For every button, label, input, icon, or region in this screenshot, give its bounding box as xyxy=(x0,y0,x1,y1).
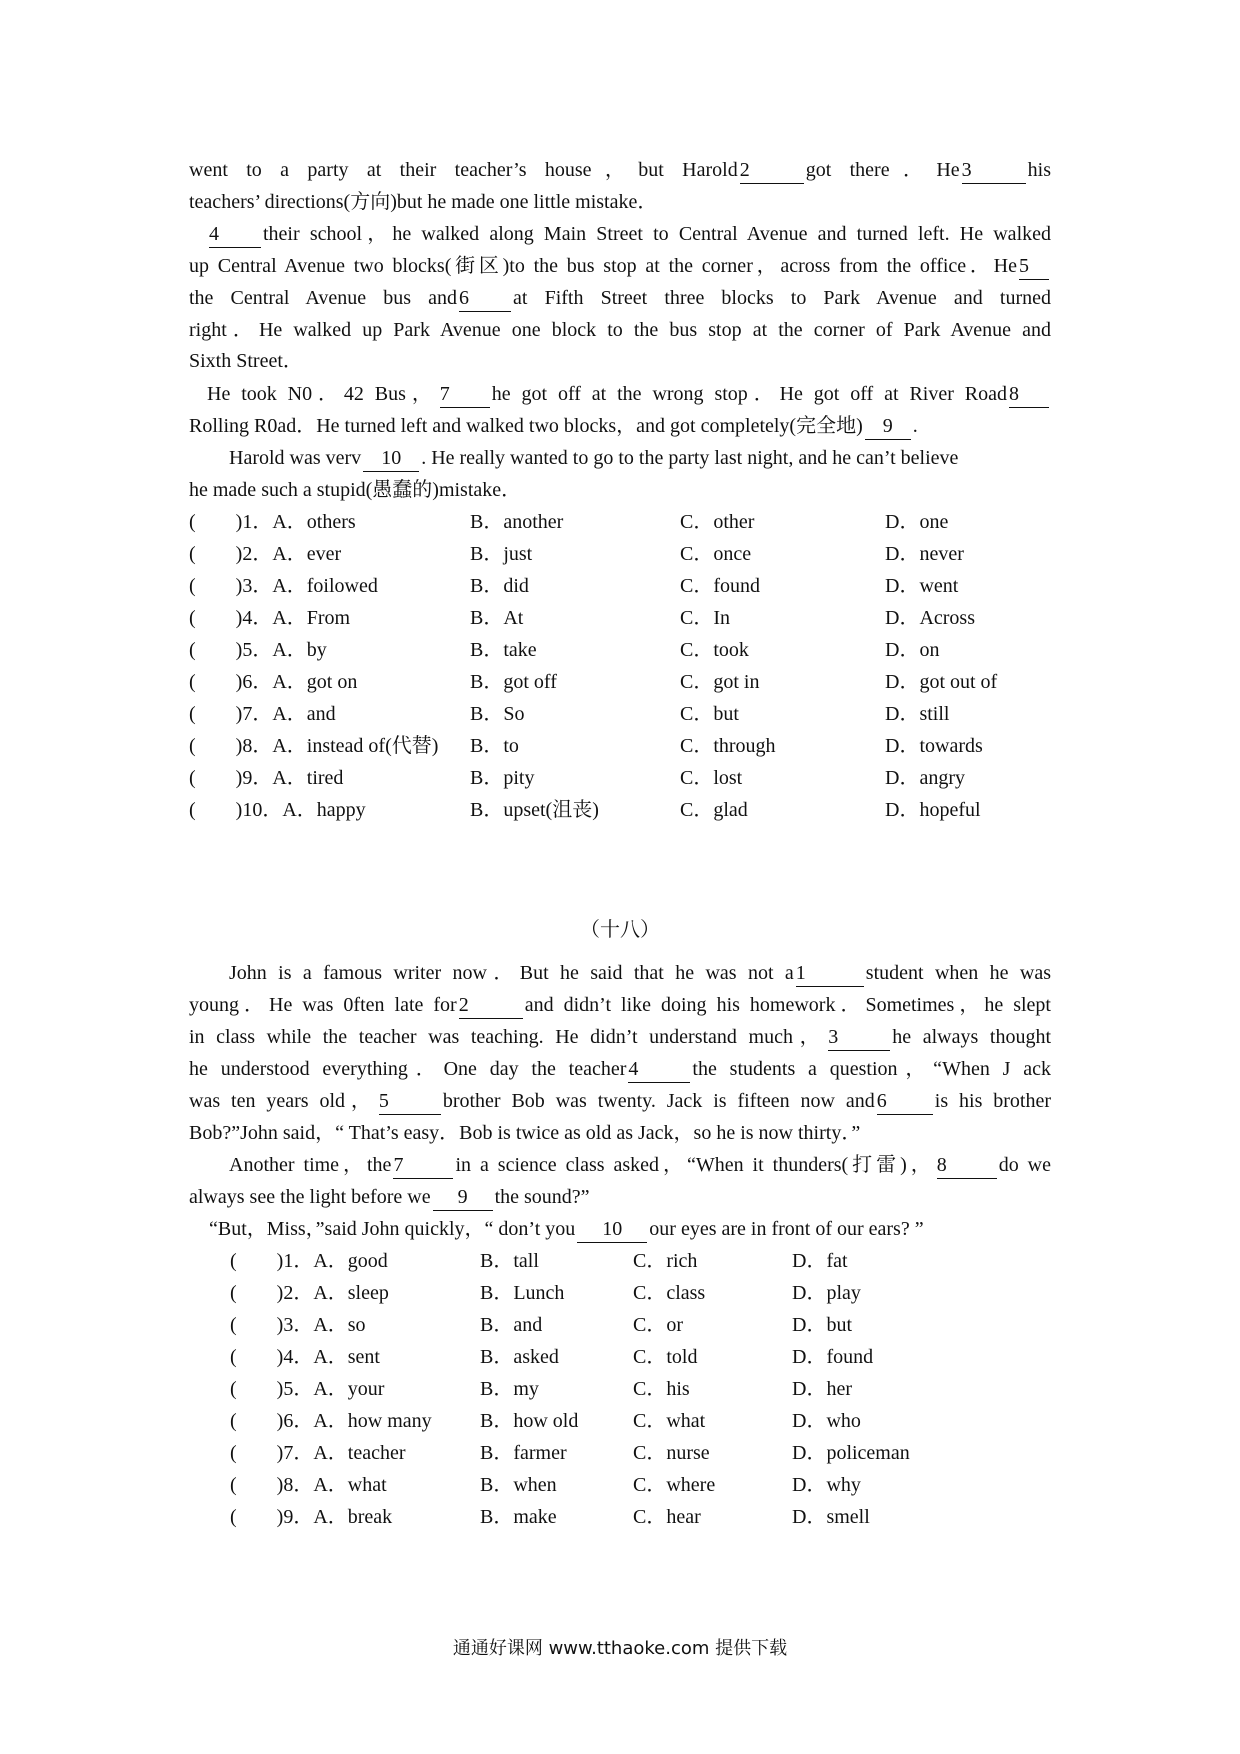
option-b: B．make xyxy=(480,1506,557,1528)
option-c: C．nurse xyxy=(633,1442,710,1464)
blank-5: 5 xyxy=(1019,253,1049,280)
option-d: D．got out of xyxy=(885,671,998,693)
option-d: D．her xyxy=(792,1378,852,1400)
passage-line xyxy=(189,955,1051,991)
option-d: D．on xyxy=(885,639,940,661)
text-run: was ten years old， xyxy=(189,1090,377,1112)
footer-text: 通通好课网 www.tthaoke.com 提供下载 xyxy=(452,1638,788,1659)
text-run: is his brother xyxy=(934,1090,1052,1112)
option-d: D．still xyxy=(885,703,950,725)
blank-10: 10 xyxy=(363,445,419,472)
option-d: D．but xyxy=(792,1314,852,1336)
option-b: B．At xyxy=(470,607,524,629)
option-row xyxy=(0,1275,1240,1311)
option-c: C．told xyxy=(633,1346,698,1368)
blank-9: 9 xyxy=(433,1184,493,1211)
text-run: in class while the teacher was teaching. He didn’t understand much， xyxy=(189,1026,827,1048)
blank-3: 3 xyxy=(828,1024,890,1051)
passage-line: right．He walked up Park Avenue one block to the bus stop at the corner of Park Avenue and xyxy=(189,319,1051,341)
option-a: ( )1．A．others xyxy=(189,511,356,533)
option-a: ( )8．A．instead of(代替) xyxy=(189,735,439,757)
option-b: B．upset(沮丧) xyxy=(470,799,599,821)
option-row xyxy=(0,1307,1240,1343)
option-a: ( )2．A．sleep xyxy=(230,1282,389,1304)
option-c: C．found xyxy=(680,575,760,597)
passage-line: Sixth Street． xyxy=(189,350,303,372)
option-c: C．through xyxy=(680,735,776,757)
option-b: B．just xyxy=(470,543,533,565)
text-run: brother Bob was twenty. Jack is fifteen now and xyxy=(442,1090,875,1112)
passage-line xyxy=(189,376,1051,412)
passage-line xyxy=(189,440,1051,476)
blank-3: 3 xyxy=(962,157,1026,184)
option-row xyxy=(0,728,1240,764)
option-b: B．how old xyxy=(480,1410,579,1432)
passage-line xyxy=(189,216,1051,252)
text-run: the Central Avenue bus and xyxy=(189,287,458,309)
option-d: D．who xyxy=(792,1410,861,1432)
option-row xyxy=(0,792,1240,828)
option-b: B．and xyxy=(480,1314,543,1336)
text-run: their school，he walked along Main Street to Central Avenue and turned left. He walked xyxy=(263,223,1051,245)
option-b: B．asked xyxy=(480,1346,559,1368)
blank-4: 4 xyxy=(209,221,261,248)
text-run: Rolling R0ad．He turned left and walked two blocks，and got completely(完全地) xyxy=(189,415,863,437)
option-d: D．one xyxy=(885,511,949,533)
option-d: D．Across xyxy=(885,607,975,629)
blank-8: 8 xyxy=(1009,381,1049,408)
text-run: he always thought xyxy=(892,1026,1052,1048)
option-c: C．got in xyxy=(680,671,760,693)
option-d: D．towards xyxy=(885,735,983,757)
option-b: B．to xyxy=(470,735,519,757)
option-b: B．got off xyxy=(470,671,557,693)
option-d: D．smell xyxy=(792,1506,870,1528)
option-a: ( )6．A．got on xyxy=(189,671,358,693)
passage-line xyxy=(189,1179,1051,1215)
option-c: C．his xyxy=(633,1378,690,1400)
text-run: our eyes are in front of our ears? ” xyxy=(649,1218,924,1240)
passage-line xyxy=(189,1083,1051,1119)
text-run: the sound?” xyxy=(494,1186,590,1208)
option-b: B．farmer xyxy=(480,1442,567,1464)
blank-10: 10 xyxy=(577,1216,647,1243)
option-a: ( )6．A．how many xyxy=(230,1410,432,1432)
passage-line xyxy=(189,280,1051,316)
blank-7: 7 xyxy=(440,381,490,408)
option-a: ( )3．A．foilowed xyxy=(189,575,378,597)
option-c: C．glad xyxy=(680,799,748,821)
option-d: D．never xyxy=(885,543,964,565)
passage-line xyxy=(189,1147,1051,1183)
option-c: C．but xyxy=(680,703,739,725)
text-run: the students a question，“When J ack xyxy=(692,1058,1052,1080)
option-b: B．did xyxy=(470,575,529,597)
option-row xyxy=(0,600,1240,636)
option-d: D．policeman xyxy=(792,1442,910,1464)
option-row xyxy=(0,1339,1240,1375)
blank-7: 7 xyxy=(393,1152,453,1179)
passage-line xyxy=(189,1051,1051,1087)
option-a: ( )4．A．sent xyxy=(230,1346,380,1368)
option-d: D．angry xyxy=(885,767,965,789)
option-b: B．tall xyxy=(480,1250,539,1272)
option-d: D．why xyxy=(792,1474,861,1496)
option-row xyxy=(0,536,1240,572)
option-row xyxy=(0,1467,1240,1503)
option-b: B．pity xyxy=(470,767,535,789)
option-c: C．In xyxy=(680,607,730,629)
text-run: in a science class asked，“When it thunders(打雷)， xyxy=(455,1154,935,1176)
option-a: ( )3．A．so xyxy=(230,1314,366,1336)
option-a: ( )2．A．ever xyxy=(189,543,342,565)
option-d: D．found xyxy=(792,1346,874,1368)
option-b: B．when xyxy=(480,1474,557,1496)
option-d: D．fat xyxy=(792,1250,848,1272)
text-run: . He really wanted to go to the party last night, and he can’t believe xyxy=(421,447,959,469)
option-d: D．hopeful xyxy=(885,799,981,821)
text-run: got there．He xyxy=(805,159,960,181)
text-run: John is a famous writer now．But he said that he was not a xyxy=(229,962,794,984)
option-row xyxy=(0,1435,1240,1471)
option-c: C．lost xyxy=(680,767,743,789)
passage-line xyxy=(189,248,1051,284)
option-c: C．once xyxy=(680,543,752,565)
passage-line: Bob?”John said，“ That’s easy．Bob is twice as old as Jack，so he is now thirty．” xyxy=(189,1122,861,1144)
option-row xyxy=(0,664,1240,700)
blank-5: 5 xyxy=(379,1088,441,1115)
option-c: C．or xyxy=(633,1314,683,1336)
option-a: ( )10．A．happy xyxy=(189,799,366,821)
option-row xyxy=(0,1403,1240,1439)
option-row xyxy=(0,760,1240,796)
option-b: B．So xyxy=(470,703,525,725)
text-run: . xyxy=(912,415,918,437)
text-run: his xyxy=(1027,159,1051,181)
blank-1: 1 xyxy=(796,960,864,987)
option-b: B．my xyxy=(480,1378,539,1400)
text-run: Another time，the xyxy=(229,1154,392,1176)
option-c: C．took xyxy=(680,639,749,661)
option-row xyxy=(0,1371,1240,1407)
text-run: he understood everything．One day the teacher xyxy=(189,1058,627,1080)
option-a: ( )5．A．by xyxy=(189,639,327,661)
text-run: at Fifth Street three blocks to Park Avenue and turned xyxy=(513,287,1052,309)
text-run: student when he was xyxy=(865,962,1052,984)
option-c: C．other xyxy=(680,511,755,533)
text-run: young．He was 0ften late for xyxy=(189,994,457,1016)
option-row xyxy=(0,1243,1240,1279)
option-c: C．hear xyxy=(633,1506,701,1528)
option-a: ( )4．A．From xyxy=(189,607,351,629)
blank-8: 8 xyxy=(937,1152,997,1179)
section-title: （十八） xyxy=(580,919,660,941)
option-row xyxy=(0,696,1240,732)
option-a: ( )7．A．teacher xyxy=(230,1442,406,1464)
passage-line: he made such a stupid(愚蠢的)mistake． xyxy=(189,479,522,501)
option-c: C．rich xyxy=(633,1250,698,1272)
option-a: ( )7．A．and xyxy=(189,703,336,725)
text-run: always see the light before we xyxy=(189,1186,431,1208)
passage-line xyxy=(189,987,1051,1023)
option-b: B．Lunch xyxy=(480,1282,565,1304)
option-row xyxy=(0,632,1240,668)
text-run: He took N0．42 Bus， xyxy=(207,383,438,405)
option-b: B．another xyxy=(470,511,564,533)
option-d: D．went xyxy=(885,575,959,597)
passage-line xyxy=(189,152,1051,188)
option-a: ( )9．A．tired xyxy=(189,767,344,789)
text-run: and didn’t like doing his homework．Sometimes，he slept xyxy=(524,994,1051,1016)
passage-line: teachers’ directions(方向)but he made one little mistake． xyxy=(189,191,658,213)
option-row xyxy=(0,504,1240,540)
blank-6: 6 xyxy=(459,285,511,312)
text-run: went to a party at their teacher’s house，but Harold xyxy=(189,159,738,181)
option-row xyxy=(0,568,1240,604)
passage-line xyxy=(189,408,1051,444)
passage-line xyxy=(189,1019,1051,1055)
option-a: ( )9．A．break xyxy=(230,1506,393,1528)
option-d: D．play xyxy=(792,1282,861,1304)
option-row xyxy=(0,1499,1240,1535)
option-a: ( )8．A．what xyxy=(230,1474,387,1496)
blank-2: 2 xyxy=(459,992,523,1019)
text-run: do we xyxy=(998,1154,1051,1176)
blank-2: 2 xyxy=(740,157,804,184)
option-a: ( )1．A．good xyxy=(230,1250,388,1272)
blank-4: 4 xyxy=(628,1056,690,1083)
option-a: ( )5．A．your xyxy=(230,1378,385,1400)
text-run: Harold was verv xyxy=(229,447,362,469)
option-b: B．take xyxy=(470,639,537,661)
passage-line xyxy=(189,1211,1051,1247)
option-c: C．what xyxy=(633,1410,706,1432)
text-run: he got off at the wrong stop．He got off at River Road xyxy=(491,383,1007,405)
text-run: up Central Avenue two blocks(街区)to the bus stop at the corner，across from the office．He xyxy=(189,255,1017,277)
option-c: C．where xyxy=(633,1474,716,1496)
text-run: “But，Miss，”said John quickly，“ don’t you xyxy=(209,1218,576,1240)
blank-6: 6 xyxy=(877,1088,933,1115)
blank-9: 9 xyxy=(865,413,911,440)
option-c: C．class xyxy=(633,1282,706,1304)
